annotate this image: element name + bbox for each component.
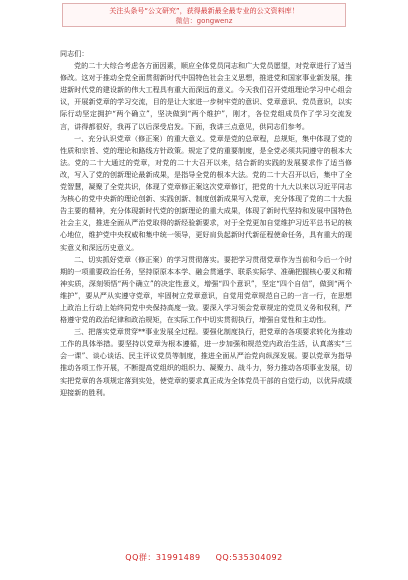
footer-contact [0, 552, 408, 563]
paragraph-section-2: 二、切实抓好党章（修正案）的学习贯彻落实。要把学习贯彻党章作为当前和今后一个时期的一项重要政治任务，坚持原原本本学、融会贯通学、联系实际学、准确把握核心要义和精神实质，深刻领悟“两个确立”的决定性意义，增强“四个意识”，坚定“四个自信”，做到“两个维护”，要从严从实遵守党章，牢固树立党章意识，自觉用党章规范自己的一言一行，在思想上政治上行动上始终同党中央保持高度一致。要深入学习领会党章规定的党员义务和权利，严格遵守党的政治纪律和政治规矩，在实际工作中切实贯彻执行，增强自觉性和主动性。 [60, 254, 352, 325]
paragraph-section-3: 三、把落实党章贯穿**事业发展全过程。要强化制度执行，把党章的各项要求转化为推动工作的具体举措。要坚持以党章为根本遵循，进一步加强和规范党内政治生活，认真落实“三会一课”、谈心谈话、民主评议党员等制度，推进全面从严治党向纵深发展。要以党章为指导推动各项工作开展，不断提高党组织的组织力、凝聚力、战斗力，努力推动各项事业发展，切实把党章的各项规定落到实处，使党章的要求真正成为全体党员干部的自觉行动，以优异成绩迎接新的胜利。 [60, 327, 352, 397]
greeting: 同志们： [60, 49, 89, 58]
banner-line-1: 关注头条号“公文研究”，获得最新最全最专业的公文资料库！ [109, 7, 299, 15]
paragraph-intro: 党的二十大综合考虑各方面因素，顺应全体党员同志和广大党员愿望，对党章进行了适当修改。这对于推动全党全面贯彻新时代中国特色社会主义思想，推进党和国家事业新发展，推进新时代党的建设新的伟大工程具有重大而深远的意义。今天我们召开党组理论学习中心组会议，开展新党章的学习交流，目的是让大家进一步树牢党的意识、党章意识、党员意识，以实际行动坚定拥护“两个确立”，坚决做到“两个维护”，刚才，各位党组成员作了学习交流发言，讲得都很好，我再了以后深受启发。下面，我讲三点意见，供同志们参考。 [60, 61, 352, 131]
footer-qq: QQ:535304092 [215, 553, 283, 562]
paragraph-section-1: 一、充分认识党章（修正案）的重大意义。党章是党的总章程，总规矩，集中体现了党的性质和宗旨、党的理论和路线方针政策。规定了党的重要制度，是全党必须共同遵守的根本大法。党的二十大通过的党章，对党的二十大召开以来，结合新的实践的发展要求作了适当修改，写入了党的创新理论最新成果，是指导全党的根本大法。党的二十大召开以后，集中了全党智慧，凝聚了全党共识，体现了党章修正案这次党章修订，把党的十九大以来以习近平同志为核心的党中央新的理论创新、实践创新、制度创新成果写入党章，充分体现了党的二十大报告主要的精神，充分体现新时代党的创新理论的重大成果，体现了新时代坚持和发展中国特色社会主义，推进全面从严治党取得的新经验新要求，对于全党更加自觉维护习近平总书记的核心地位，维护党中央权威和集中统一领导，更好肩负起新时代新征程使命任务，具有重大的现实意义和深远历史意义。 [60, 133, 352, 252]
document-body [60, 48, 352, 399]
footer-qq-group: QQ群：31991489 [125, 553, 201, 562]
promo-banner [62, 3, 346, 27]
banner-line-2: 微信：gongwenz [175, 17, 233, 25]
